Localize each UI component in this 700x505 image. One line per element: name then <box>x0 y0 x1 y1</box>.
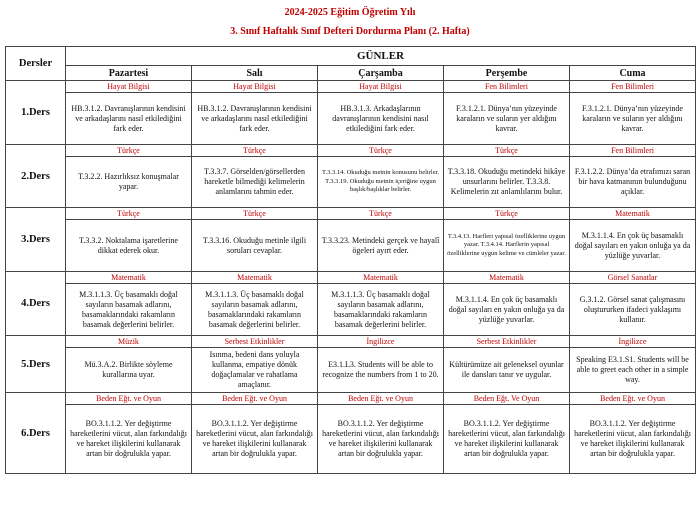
cell-outcome: Mü.3.A.2. Birlikte söyleme kurallarına uyar. <box>66 348 192 393</box>
cell-subject: Matematik <box>318 272 444 284</box>
cell-outcome: T.3.3.18. Okuduğu metindeki hikâye unsurlarını belirler. T.3.3.8. Kelimelerin zıt anlamlılarını bulur. <box>444 157 570 208</box>
cell-outcome: T.3.3.2. Noktalama işaretlerine dikkat ederek okur. <box>66 220 192 272</box>
cell-outcome: T.3.3.7. Görselden/görsellerden hareketle bilmediği kelimelerin anlamlarını tahmin eder. <box>192 157 318 208</box>
lesson-4-label: 4.Ders <box>6 272 66 336</box>
cell-outcome: Isınma, bedeni dans yoluyla kullanma, empatiye dönük doğaçlamalar ve rahatlama amaçlanır. <box>192 348 318 393</box>
cell-outcome: M.3.1.1.3. Üç basamaklı doğal sayıların basamak adlarını, basamaklarındaki rakamların basamak değerlerini belirler. <box>192 284 318 336</box>
cell-outcome: T.3.4.13. Harfleri yapısal özelliklerine uygun yazar. T.3.4.14. Harflerin yapısal özelliklerine uygun kelime ve cümleler yazar. <box>444 220 570 272</box>
cell-outcome: M.3.1.1.4. En çok üç basamaklı doğal sayıları en yakın onluğa ya da yüzlüğe yuvarlar. <box>444 284 570 336</box>
lessons-header: Dersler <box>6 47 66 81</box>
cell-outcome: E3.1.L3. Students will be able to recognize the numbers from 1 to 20. <box>318 348 444 393</box>
day-header-tuesday: Salı <box>192 66 318 81</box>
cell-outcome: T.3.2.2. Hazırlıksız konuşmalar yapar. <box>66 157 192 208</box>
cell-subject: Türkçe <box>192 208 318 220</box>
plan-title: 3. Sınıf Haftalık Sınıf Defteri Dordurma Planı (2. Hafta) <box>230 26 470 37</box>
cell-subject: Beden Eğt. ve Oyun <box>570 393 696 405</box>
cell-outcome: HB.3.1.3. Arkadaşlarının davranışlarının kendisini nasıl etkilediğini fark eder. <box>318 93 444 145</box>
cell-outcome: M.3.1.1.3. Üç basamaklı doğal sayıların basamak adlarını, basamaklarındaki rakamların basamak değerlerini belirler. <box>66 284 192 336</box>
cell-subject: Hayat Bilgisi <box>192 81 318 93</box>
lesson-3-label: 3.Ders <box>6 208 66 272</box>
day-header-friday: Cuma <box>570 66 696 81</box>
cell-subject: Fen Bilimleri <box>444 81 570 93</box>
cell-subject: Türkçe <box>66 145 192 157</box>
cell-outcome: M.3.1.1.4. En çok üç basamaklı doğal sayıları en yakın onluğa ya da yüzlüğe yuvarlar. <box>570 220 696 272</box>
cell-outcome: BO.3.1.1.2. Yer değiştirme hareketlerini vücut, alan farkındalığı ve hareket ilişkilerini kullanarak artan bir doğrulukla yapar. <box>192 405 318 474</box>
cell-subject: Müzik <box>66 336 192 348</box>
cell-outcome: F.3.1.2.1. Dünya’nın yüzeyinde karaların ve suların yer aldığını kavrar. <box>444 93 570 145</box>
cell-outcome: BO.3.1.1.2. Yer değiştirme hareketlerini vücut, alan farkındalığı ve hareket ilişkilerini kullanarak artan bir doğrulukla yapar. <box>444 405 570 474</box>
lesson-1-label: 1.Ders <box>6 81 66 145</box>
cell-outcome: T.3.3.14. Okuduğu metnin konusunu belirler. T.3.3.19. Okuduğu metnin içeriğine uygun başlık/başlıklar belirler. <box>318 157 444 208</box>
cell-outcome: G.3.1.2. Görsel sanat çalışmasını oluştururken ifadeci yaklaşımı kullanır. <box>570 284 696 336</box>
cell-subject: Beden Eğt. ve Oyun <box>66 393 192 405</box>
lesson-5-label: 5.Ders <box>6 336 66 393</box>
day-header-monday: Pazartesi <box>66 66 192 81</box>
cell-outcome: M.3.1.1.3. Üç basamaklı doğal sayıların basamak adlarını, basamaklarındaki rakamların basamak değerlerini belirler. <box>318 284 444 336</box>
weekly-plan-table <box>5 46 696 474</box>
cell-outcome: BO.3.1.1.2. Yer değiştirme hareketlerini vücut, alan farkındalığı ve hareket ilişkilerini kullanarak artan bir doğrulukla yapar. <box>318 405 444 474</box>
cell-outcome: F.3.1.2.2. Dünya’da etrafımızı saran bir hava katmanının bulunduğunu açıklar. <box>570 157 696 208</box>
lesson-2-label: 2.Ders <box>6 145 66 208</box>
cell-outcome: BO.3.1.1.2. Yer değiştirme hareketlerini vücut, alan farkındalığı ve hareket ilişkilerini kullanarak artan bir doğrulukla yapar. <box>570 405 696 474</box>
lesson-6-label: 6.Ders <box>6 393 66 474</box>
cell-subject: Beden Eğt. Ve Oyun <box>444 393 570 405</box>
cell-subject: Matematik <box>444 272 570 284</box>
cell-outcome: T.3.3.23. Metindeki gerçek ve hayalî ögeleri ayırt eder. <box>318 220 444 272</box>
cell-outcome: HB.3.1.2. Davranışlarının kendisini ve arkadaşlarını nasıl etkilediğini fark eder. <box>66 93 192 145</box>
document-header <box>0 6 700 38</box>
cell-subject: Serbest Etkinlikler <box>444 336 570 348</box>
cell-subject: Türkçe <box>318 208 444 220</box>
school-year-title: 2024-2025 Eğitim Öğretim Yılı <box>284 7 416 18</box>
cell-subject: Fen Bilimleri <box>570 145 696 157</box>
cell-outcome: BO.3.1.1.2. Yer değiştirme hareketlerini vücut, alan farkındalığı ve hareket ilişkilerini kullanarak artan bir doğrulukla yapar. <box>66 405 192 474</box>
cell-subject: İngilizce <box>318 336 444 348</box>
cell-subject: Beden Eğt. ve Oyun <box>192 393 318 405</box>
cell-subject: Beden Eğt. ve Oyun <box>318 393 444 405</box>
cell-outcome: Speaking E3.1.S1. Students will be able to greet each other in a simple way. <box>570 348 696 393</box>
cell-subject: Fen Bilimleri <box>570 81 696 93</box>
cell-subject: Hayat Bilgisi <box>318 81 444 93</box>
cell-subject: Hayat Bilgisi <box>66 81 192 93</box>
cell-subject: Türkçe <box>192 145 318 157</box>
day-header-wednesday: Çarşamba <box>318 66 444 81</box>
cell-subject: Türkçe <box>66 208 192 220</box>
cell-outcome: T.3.3.16. Okuduğu metinle ilgili soruları cevaplar. <box>192 220 318 272</box>
cell-subject: Serbest Etkinlikler <box>192 336 318 348</box>
days-header: GÜNLER <box>66 47 696 66</box>
cell-subject: Matematik <box>66 272 192 284</box>
cell-subject: Matematik <box>192 272 318 284</box>
cell-subject: Türkçe <box>444 145 570 157</box>
cell-subject: İngilizce <box>570 336 696 348</box>
cell-subject: Görsel Sanatlar <box>570 272 696 284</box>
cell-outcome: F.3.1.2.1. Dünya’nın yüzeyinde karaların ve suların yer aldığını kavrar. <box>570 93 696 145</box>
cell-subject: Matematik <box>570 208 696 220</box>
cell-subject: Türkçe <box>444 208 570 220</box>
cell-outcome: HB.3.1.2. Davranışlarının kendisini ve arkadaşlarını nasıl etkilediğini fark eder. <box>192 93 318 145</box>
cell-subject: Türkçe <box>318 145 444 157</box>
cell-outcome: Kültürümüze ait geleneksel oyunlar ile dansları tanır ve uygular. <box>444 348 570 393</box>
day-header-thursday: Perşembe <box>444 66 570 81</box>
